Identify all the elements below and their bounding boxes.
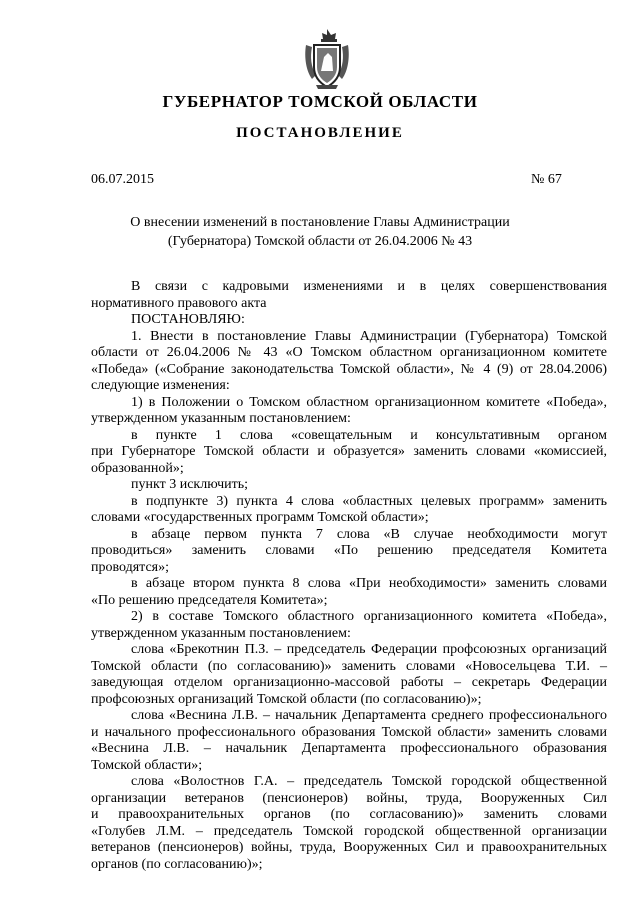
body-line: органов (по согласованию)»; [91, 856, 263, 872]
body-line: слова «Веснина Л.В. – начальник Департамента среднего профессионального [131, 708, 607, 723]
body-line: в подпункте 3) пункта 4 слова «областных целевых программ» заменить [131, 493, 607, 509]
body-line: и начального профессионального образования Томской области» заменить словами [91, 724, 607, 740]
subject-line: (Губернатора) Томской области от 26.04.2006 № 43 [167, 234, 473, 249]
body-line: проводиться» заменить словами «По решению председателя Комитета [91, 543, 607, 558]
body-line: в абзаце первом пункта 7 слова «В случае необходимости могут [131, 526, 607, 542]
body-line: утвержденном указанным постановлением: [91, 411, 351, 426]
body-line: 1) в Положении о Томском областном организационном комитете «Победа», [131, 394, 607, 410]
body-line: «Голубев Л.М. – председатель Томской городской общественной организации [91, 823, 607, 839]
body-line: профсоюзных организаций Томской области (по согласованию)»; [91, 691, 482, 707]
body-line: в пункте 1 слова «совещательным и консультативным органом [131, 427, 607, 443]
body-line: В связи с кадровыми изменениями и в целях совершенствования [131, 279, 607, 294]
body-line: слова «Волостнов Г.А. – председатель Томской городской общественной [131, 774, 607, 789]
document-type: ПОСТАНОВЛЕНИЕ [236, 125, 404, 141]
body-line: образованной»; [91, 460, 184, 476]
body-line: утвержденном указанным постановлением: [91, 625, 351, 641]
body-line: заведующая отделом организационно-массовой работы – секретарь Федерации [91, 675, 607, 690]
body-line: Томской области (по согласованию)» заменить словами «Новосельцева Т.И. – [91, 658, 607, 674]
body-line: пункт 3 исключить; [131, 477, 249, 492]
body-line: «Веснина Л.В. – начальник Департамента профессионального образования [91, 741, 607, 756]
body-line: при Губернаторе Томской области и образуется» заменить словами «комиссией, [91, 444, 607, 459]
body-line: следующие изменения: [91, 378, 230, 393]
body-line: ПОСТАНОВЛЯЮ: [131, 312, 245, 327]
subject-line: О внесении изменений в постановление Главы Администрации [130, 215, 510, 230]
body-line: словами «государственных программ Томской области»; [91, 510, 429, 525]
body-line: «По решению председателя Комитета»; [91, 592, 328, 608]
body-line: ветеранов (пенсионеров) войны, труда, Вооруженных Сил и правоохранительных [91, 840, 607, 855]
document-body [91, 279, 607, 873]
body-line: Томской области»; [91, 757, 203, 773]
body-line: проводятся»; [91, 559, 169, 575]
body-line: нормативного правового акта [91, 295, 267, 311]
body-line: организации ветеранов (пенсионеров) войны, труда, Вооруженных Сил [91, 790, 607, 806]
body-line: в абзаце втором пункта 8 слова «При необходимости» заменить словами [131, 576, 607, 591]
body-line: 2) в составе Томского областного организационного комитета «Победа», [131, 609, 607, 624]
body-line: и правоохранительных органов (по согласованию)» заменить словами [91, 807, 607, 822]
document-date: 06.07.2015 [91, 172, 154, 187]
body-line: области от 26.04.2006 № 43 «О Томском областном организационном комитете [91, 345, 607, 360]
issuing-authority: ГУБЕРНАТОР ТОМСКОЙ ОБЛАСТИ [162, 92, 478, 111]
body-line: 1. Внести в постановление Главы Администрации (Губернатора) Томской [131, 328, 607, 344]
body-line: «Победа» («Собрание законодательства Томской области», № 4 (9) от 28.04.2006) [91, 361, 607, 377]
coat-of-arms-icon [302, 27, 352, 91]
document-number: № 67 [531, 172, 562, 187]
body-line: слова «Брекотнин П.З. – председатель Федерации профсоюзных организаций [131, 642, 607, 657]
